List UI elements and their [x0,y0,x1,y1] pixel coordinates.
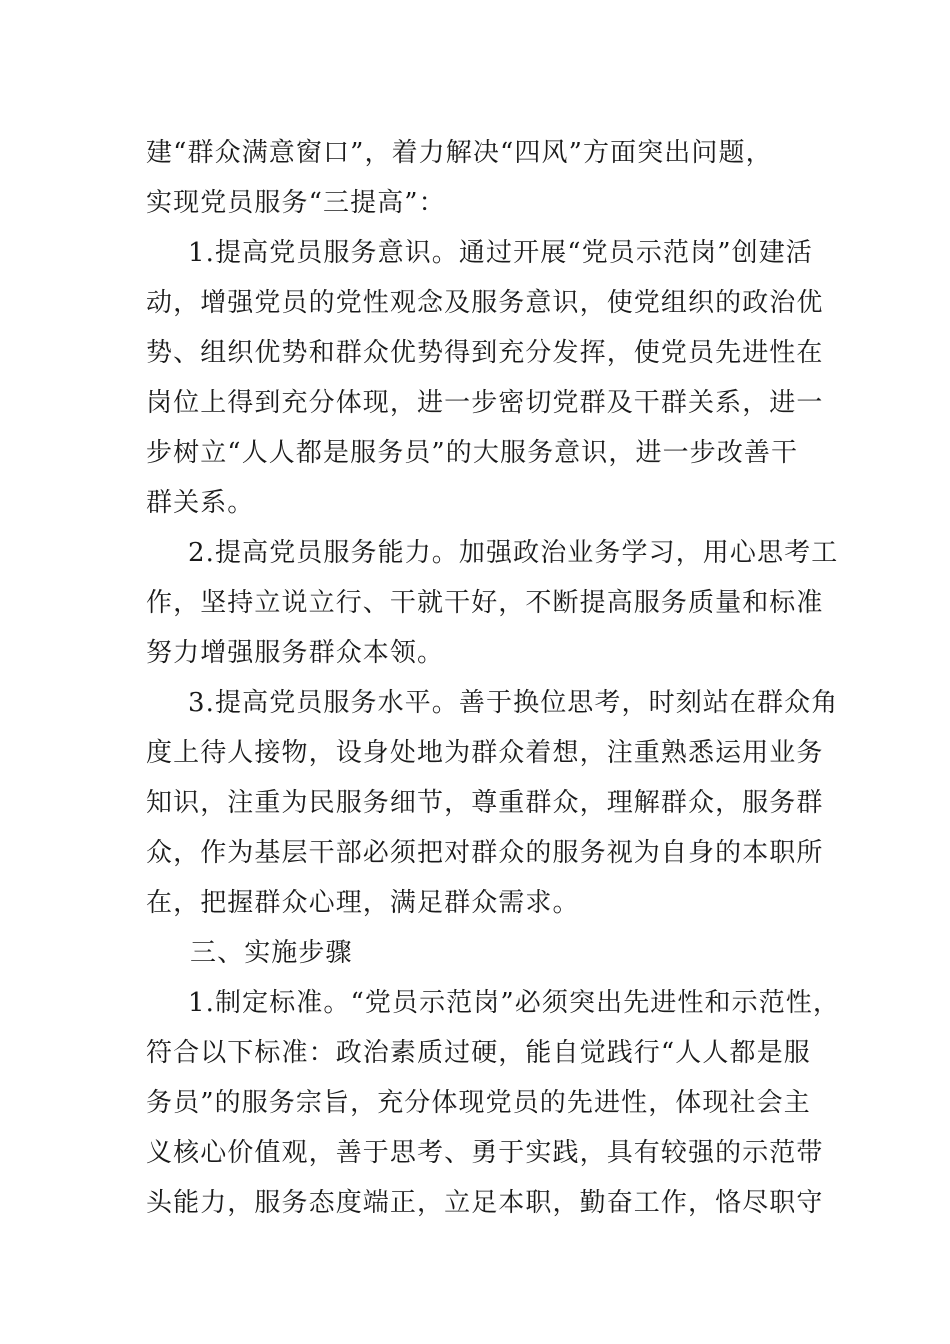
paragraph-first-line: 3.提高党员服务水平。善于换位思考，时刻站在群众角 [188,688,839,718]
text-line: 势、组织优势和群众优势得到充分发挥，使党员先进性在 [146,338,824,368]
text-line: 符合以下标准：政治素质过硬，能自觉践行“人人都是服 [146,1038,811,1068]
text-line: 实现党员服务“三提高”： [146,188,446,218]
text-line: 动，增强党员的党性观念及服务意识，使党组织的政治优 [146,288,824,318]
text-line: 头能力，服务态度端正，立足本职，勤奋工作，恪尽职守 [146,1188,824,1218]
text-line: 岗位上得到充分体现，进一步密切党群及干群关系，进一 [146,388,824,418]
text-line: 众，作为基层干部必须把对群众的服务视为自身的本职所 [146,838,824,868]
paragraph-first-line: 2.提高党员服务能力。加强政治业务学习，用心思考工 [188,538,839,568]
text-line: 知识，注重为民服务细节，尊重群众，理解群众，服务群 [146,788,824,818]
text-line: 度上待人接物，设身处地为群众着想，注重熟悉运用业务 [146,738,824,768]
text-line: 在，把握群众心理，满足群众需求。 [146,888,580,918]
text-line: 作，坚持立说立行、干就干好，不断提高服务质量和标准 [146,588,824,618]
text-line: 步树立“人人都是服务员”的大服务意识，进一步改善干 [146,438,799,468]
section-heading: 三、实施步骤 [190,938,353,968]
text-line: 义核心价值观，善于思考、勇于实践，具有较强的示范带 [146,1138,824,1168]
text-line: 建“群众满意窗口”，着力解决“四风”方面突出问题， [146,138,773,168]
paragraph-first-line: 1.制定标准。“党员示范岗”必须突出先进性和示范性， [188,988,840,1018]
text-line: 努力增强服务群众本领。 [146,638,445,668]
text-line: 务员”的服务宗旨，充分体现党员的先进性，体现社会主 [146,1088,811,1118]
paragraph-first-line: 1.提高党员服务意识。通过开展“党员示范岗”创建活 [188,238,813,268]
text-line: 群关系。 [146,488,255,518]
body-text [146,128,840,1228]
